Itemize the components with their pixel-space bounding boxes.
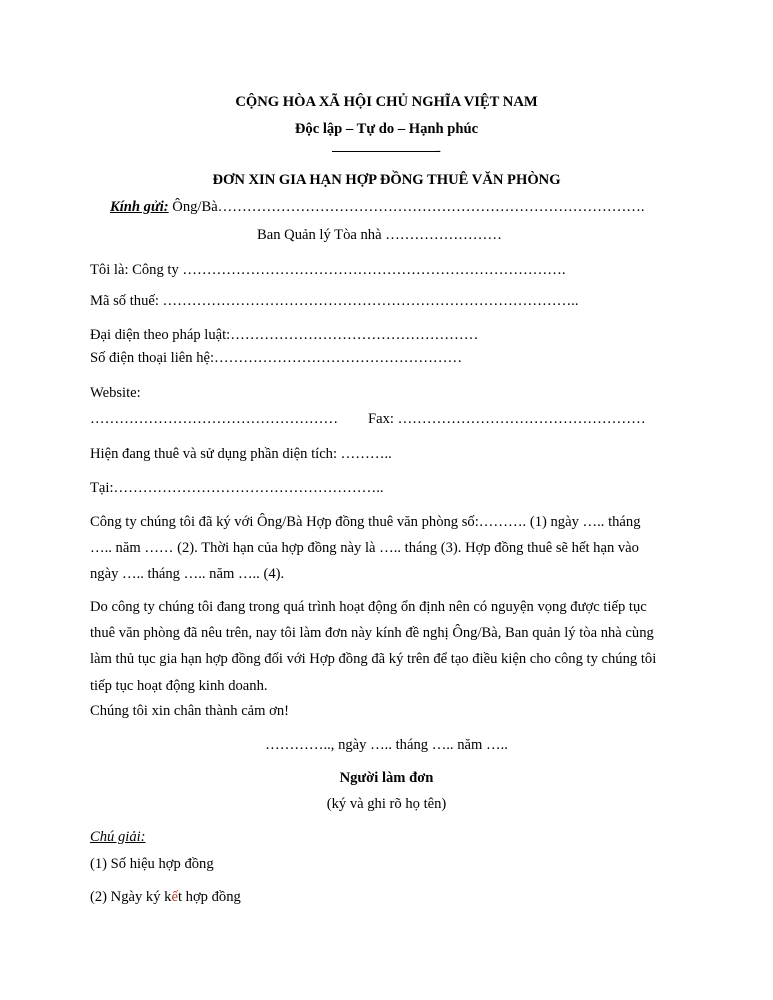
motto: Độc lập – Tự do – Hạnh phúc bbox=[294, 121, 479, 137]
note-2-part-c: t hợp đồng bbox=[177, 889, 241, 905]
contract-paragraph-line-3: ngày ….. tháng ….. năm ….. (4). bbox=[90, 566, 285, 582]
location-field: Tại:……………………………………………….. bbox=[90, 480, 384, 496]
divider bbox=[332, 151, 438, 152]
notes-heading: Chú giải: bbox=[90, 829, 146, 845]
recipient-line bbox=[110, 198, 645, 216]
fax-field: Fax: …………………………………………… bbox=[368, 411, 646, 427]
phone-field: Số điện thoại liên hệ:…………………………………………… bbox=[90, 350, 463, 366]
thanks-line: Chúng tôi xin chân thành cảm ơn! bbox=[90, 703, 290, 719]
contract-paragraph-line-1: Công ty chúng tôi đã ký với Ông/Bà Hợp đồng thuê văn phòng số:………. (1) ngày ….. tháng bbox=[90, 514, 641, 530]
recipient-person: Ông/Bà……………………………………………………………………………. bbox=[168, 199, 645, 215]
note-1: (1) Số hiệu hợp đồng bbox=[90, 856, 214, 872]
signer-title: Người làm đơn bbox=[339, 770, 434, 786]
request-paragraph-line-4: tiếp tục hoạt động kinh doanh. bbox=[90, 678, 268, 694]
company-field: Tôi là: Công ty ……………………………………………………………………. bbox=[90, 262, 566, 278]
note-2-part-a: (2) Ngày ký k bbox=[90, 889, 172, 905]
tax-field: Mã số thuế: ………………………………………………………………………….. bbox=[90, 293, 579, 309]
signer-note: (ký và ghi rõ họ tên) bbox=[326, 796, 447, 812]
representative-field: Đại diện theo pháp luật:…………………………………………… bbox=[90, 327, 479, 343]
area-field: Hiện đang thuê và sử dụng phần diện tích: ……….. bbox=[90, 446, 392, 462]
contract-paragraph-line-2: ….. năm …… (2). Thời hạn của hợp đồng này là ….. tháng (3). Hợp đồng thuê sẽ hết hạn vào bbox=[90, 540, 639, 556]
date-line: ………….., ngày ….. tháng ….. năm ….. bbox=[265, 737, 508, 753]
request-paragraph-line-3: làm thủ tục gia hạn hợp đồng đối với Hợp đồng đã ký trên để tạo điều kiện cho công ty chúng tôi bbox=[90, 651, 657, 667]
divider-tail: - bbox=[436, 143, 441, 159]
website-label: Website: bbox=[90, 385, 141, 401]
request-paragraph-line-2: thuê văn phòng đã nêu trên, nay tôi làm đơn này kính đề nghị Ông/Bà, Ban quản lý tòa nhà cùng bbox=[90, 625, 654, 641]
request-paragraph-line-1: Do công ty chúng tôi đang trong quá trình hoạt động ổn định nên có nguyện vọng được tiếp tục bbox=[90, 599, 647, 615]
recipient-label: Kính gửi: bbox=[110, 199, 169, 215]
note-2 bbox=[90, 888, 241, 906]
document-title: ĐƠN XIN GIA HẠN HỢP ĐỒNG THUÊ VĂN PHÒNG bbox=[212, 172, 561, 188]
note-2-highlight: ế bbox=[171, 889, 178, 905]
recipient-building: Ban Quản lý Tòa nhà …………………… bbox=[257, 227, 502, 243]
country-heading: CỘNG HÒA XÃ HỘI CHỦ NGHĨA VIỆT NAM bbox=[235, 94, 538, 110]
website-field: …………………………………………… bbox=[90, 411, 339, 427]
